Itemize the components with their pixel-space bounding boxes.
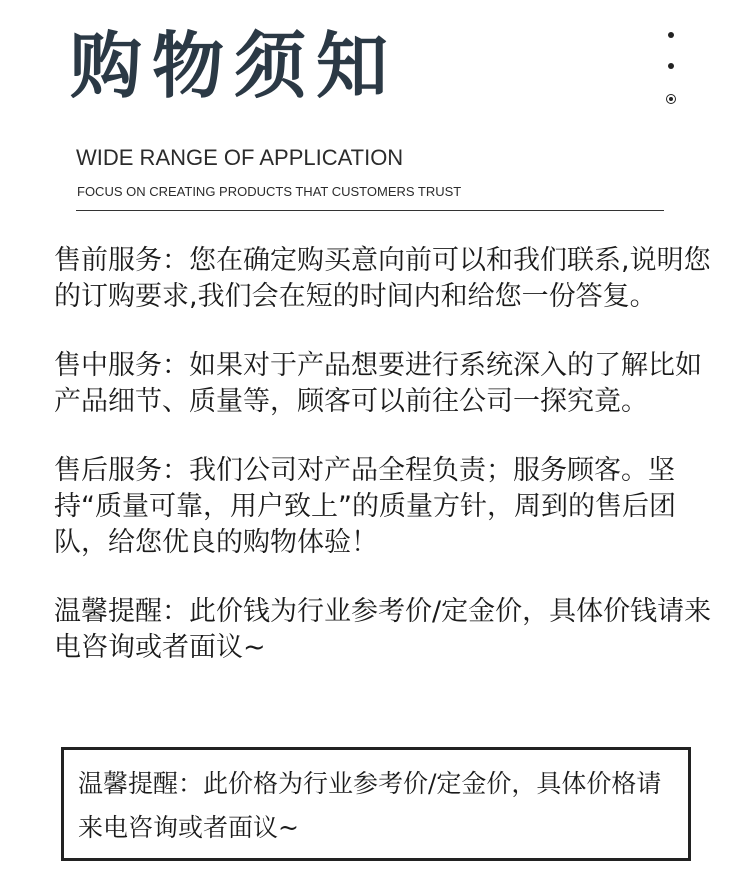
dot-icon (668, 32, 674, 38)
divider (76, 210, 664, 211)
reminder-text: 温馨提醒：此价钱为行业参考价/定金价，具体价钱请来电咨询或者面议~ (54, 596, 712, 663)
page-title: 购物须知 (70, 24, 399, 108)
after-sale-service-text: 售后服务：我们公司对产品全程负责；服务顾客。坚持“质量可靠，用户致上”的质量方针，周到的售后团队，给您优良的购物体验！ (54, 455, 676, 558)
dot-icon (668, 63, 674, 69)
content-body (54, 243, 724, 699)
tagline: FOCUS ON CREATING PRODUCTS THAT CUSTOMERS TRUST (77, 184, 462, 199)
notice-text: 温馨提醒：此价格为行业参考价/定金价，具体价格请来电咨询或者面议~ (78, 769, 662, 842)
decorative-dots (664, 32, 678, 104)
in-sale-service-text: 售中服务：如果对于产品想要进行系统深入的了解比如产品细节、质量等，顾客可以前往公司一探究竟。 (54, 350, 702, 417)
notice-box (61, 747, 691, 861)
ring-dot-icon (666, 94, 676, 104)
subtitle: WIDE RANGE OF APPLICATION (76, 145, 404, 170)
pre-sale-service-text: 售前服务：您在确定购买意向前可以和我们联系,说明您的订购要求,我们会在短的时间内和给您一份答复。 (54, 245, 711, 312)
